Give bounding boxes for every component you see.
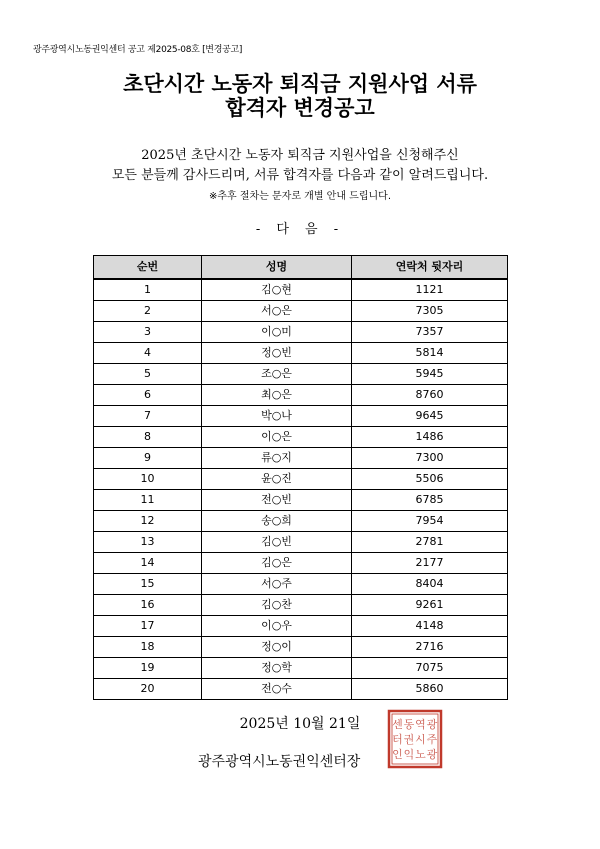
phone-suffix: 2716 [352, 637, 508, 658]
applicant-name: 최○은 [202, 385, 352, 406]
row-number: 3 [94, 322, 202, 343]
table-row [94, 301, 508, 322]
intro-line1: 2025년 초단시간 노동자 퇴직금 지원사업을 신청해주신 [141, 148, 459, 163]
table-row [94, 427, 508, 448]
table-header-row [94, 256, 508, 280]
column-header-number: 순번 [94, 256, 202, 280]
phone-suffix: 5506 [352, 469, 508, 490]
seal-glyph: 센 [392, 718, 403, 731]
applicant-name: 김○찬 [202, 595, 352, 616]
phone-suffix: 7075 [352, 658, 508, 679]
seal-glyph: 주 [426, 733, 438, 746]
applicant-name: 서○주 [202, 574, 352, 595]
seal-glyph: 노 [415, 748, 426, 761]
applicant-name: 이○우 [202, 616, 352, 637]
table-row [94, 637, 508, 658]
table-row [94, 490, 508, 511]
row-number: 20 [94, 679, 202, 700]
row-number: 11 [94, 490, 202, 511]
applicant-name: 전○수 [202, 679, 352, 700]
applicant-name: 서○은 [202, 301, 352, 322]
table-row [94, 511, 508, 532]
table-row [94, 364, 508, 385]
phone-suffix: 9261 [352, 595, 508, 616]
document-title-line2: 합격자 변경공고 [225, 96, 375, 120]
row-number: 6 [94, 385, 202, 406]
column-header-name: 성명 [202, 256, 352, 280]
phone-suffix: 9645 [352, 406, 508, 427]
table-row [94, 595, 508, 616]
procedure-notice: ※추후 절차는 문자로 개별 안내 드립니다. [208, 191, 391, 202]
phone-suffix: 5860 [352, 679, 508, 700]
table-row [94, 658, 508, 679]
phone-suffix: 2177 [352, 553, 508, 574]
applicant-name: 송○희 [202, 511, 352, 532]
row-number: 17 [94, 616, 202, 637]
phone-suffix: 7357 [352, 322, 508, 343]
row-number: 1 [94, 279, 202, 301]
announcement-date: 2025년 10월 21일 [239, 716, 361, 732]
applicant-name: 김○빈 [202, 532, 352, 553]
applicant-name: 김○은 [202, 553, 352, 574]
phone-suffix: 5814 [352, 343, 508, 364]
phone-suffix: 7954 [352, 511, 508, 532]
table-row [94, 406, 508, 427]
applicant-table [93, 255, 508, 700]
row-number: 2 [94, 301, 202, 322]
seal-glyph: 동 [403, 718, 415, 731]
applicant-name: 전○빈 [202, 490, 352, 511]
row-number: 8 [94, 427, 202, 448]
seal-glyph: 시 [415, 733, 426, 746]
table-row [94, 448, 508, 469]
section-marker: - 다 음 - [255, 222, 345, 237]
phone-suffix: 7300 [352, 448, 508, 469]
table-row [94, 553, 508, 574]
row-number: 18 [94, 637, 202, 658]
intro-line2: 모든 분들께 감사드리며, 서류 합격자를 다음과 같이 알려드립니다. [111, 168, 489, 183]
applicant-name: 정○학 [202, 658, 352, 679]
document-title-line1: 초단시간 노동자 퇴직금 지원사업 서류 [123, 72, 477, 96]
row-number: 7 [94, 406, 202, 427]
table-row [94, 532, 508, 553]
applicant-name: 류○지 [202, 448, 352, 469]
issuing-organization: 광주광역시노동권익센터장 [198, 754, 361, 770]
table-row [94, 343, 508, 364]
table-row [94, 385, 508, 406]
phone-suffix: 5945 [352, 364, 508, 385]
applicant-name: 이○은 [202, 427, 352, 448]
table-row [94, 322, 508, 343]
row-number: 10 [94, 469, 202, 490]
seal-glyph: 익 [403, 748, 415, 761]
seal-glyph: 권 [403, 733, 415, 746]
table-row [94, 616, 508, 637]
row-number: 15 [94, 574, 202, 595]
table-row [94, 574, 508, 595]
applicant-name: 조○은 [202, 364, 352, 385]
announcement-reference: 광주광역시노동권익센터 공고 제2025-08호 [변경공고] [33, 45, 243, 55]
column-header-phone-suffix: 연락처 뒷자리 [352, 256, 508, 280]
applicant-name: 정○이 [202, 637, 352, 658]
applicant-name: 이○미 [202, 322, 352, 343]
phone-suffix: 8404 [352, 574, 508, 595]
row-number: 16 [94, 595, 202, 616]
phone-suffix: 4148 [352, 616, 508, 637]
row-number: 4 [94, 343, 202, 364]
table-row [94, 469, 508, 490]
seal-lettering [392, 717, 438, 761]
row-number: 14 [94, 553, 202, 574]
row-number: 13 [94, 532, 202, 553]
row-number: 19 [94, 658, 202, 679]
table-row [94, 679, 508, 700]
seal-glyph: 인 [392, 748, 403, 761]
phone-suffix: 2781 [352, 532, 508, 553]
row-number: 12 [94, 511, 202, 532]
seal-glyph: 광 [426, 748, 438, 761]
phone-suffix: 7305 [352, 301, 508, 322]
row-number: 9 [94, 448, 202, 469]
seal-glyph: 광 [426, 718, 438, 731]
applicant-name: 김○현 [202, 279, 352, 301]
applicant-name: 정○빈 [202, 343, 352, 364]
phone-suffix: 6785 [352, 490, 508, 511]
official-seal-icon [387, 709, 443, 769]
seal-glyph: 터 [392, 733, 403, 746]
phone-suffix: 1486 [352, 427, 508, 448]
table-row [94, 279, 508, 301]
applicant-name: 윤○진 [202, 469, 352, 490]
seal-glyph: 역 [415, 718, 426, 731]
phone-suffix: 8760 [352, 385, 508, 406]
phone-suffix: 1121 [352, 279, 508, 301]
applicant-name: 박○나 [202, 406, 352, 427]
row-number: 5 [94, 364, 202, 385]
